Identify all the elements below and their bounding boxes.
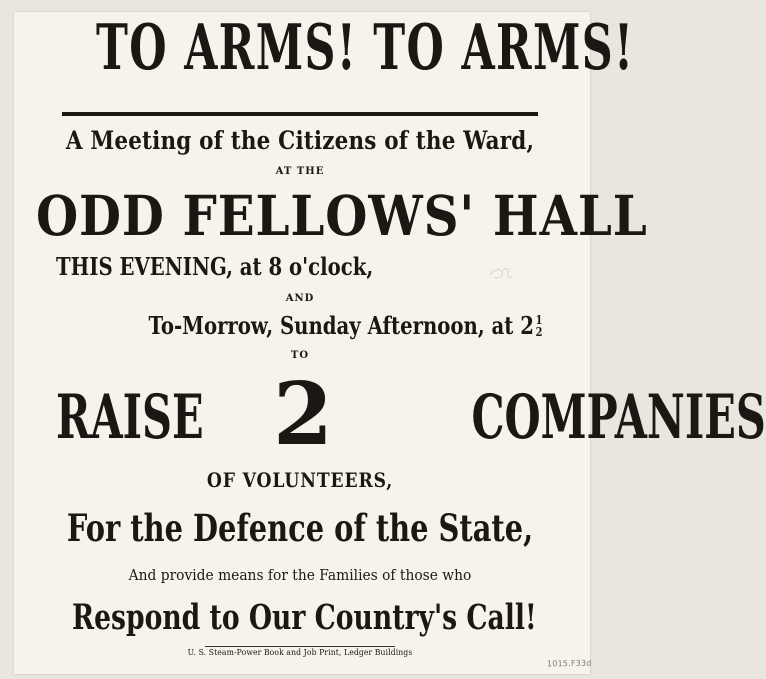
headline: TO ARMS! TO ARMS! [96, 10, 635, 84]
tomorrow-time-line [148, 311, 542, 340]
defence-line: For the Defence of the State, [66, 506, 534, 550]
respond-line: Respond to Our Country's Call! [72, 597, 537, 638]
tomorrow-text: To-Morrow, Sunday Afternoon, at 2 [148, 311, 534, 340]
raise-word: RAISE [56, 381, 204, 453]
tomorrow-fraction-denominator: 2 [535, 325, 542, 339]
and-line: AND [285, 293, 315, 304]
raise-companies-row [56, 364, 766, 465]
evening-time-line: THIS EVENING, at 8 o'clock, [56, 252, 374, 281]
meeting-line: A Meeting of the Citizens of the Ward, [65, 126, 535, 155]
to-line: TO [290, 350, 310, 361]
top-rule [62, 112, 538, 116]
tomorrow-fraction-numerator: 1 [535, 313, 542, 327]
companies-number: 2 [273, 364, 333, 465]
printer-credit: U. S. Steam-Power Book and Job Print, Ledger Buildings [187, 648, 413, 657]
hall-name: ODD FELLOWS' HALL [36, 183, 648, 248]
faint-pencil-mark [486, 262, 514, 284]
provide-line: And provide means for the Families of those who [128, 566, 472, 584]
at-the-line: AT THE [275, 166, 325, 177]
pencil-annotation: 1015.F33d [547, 658, 593, 669]
volunteers-line: OF VOLUNTEERS, [206, 468, 394, 492]
bottom-rule [205, 646, 395, 647]
companies-word: COMPANIES [471, 381, 766, 453]
tomorrow-fraction [535, 314, 542, 338]
